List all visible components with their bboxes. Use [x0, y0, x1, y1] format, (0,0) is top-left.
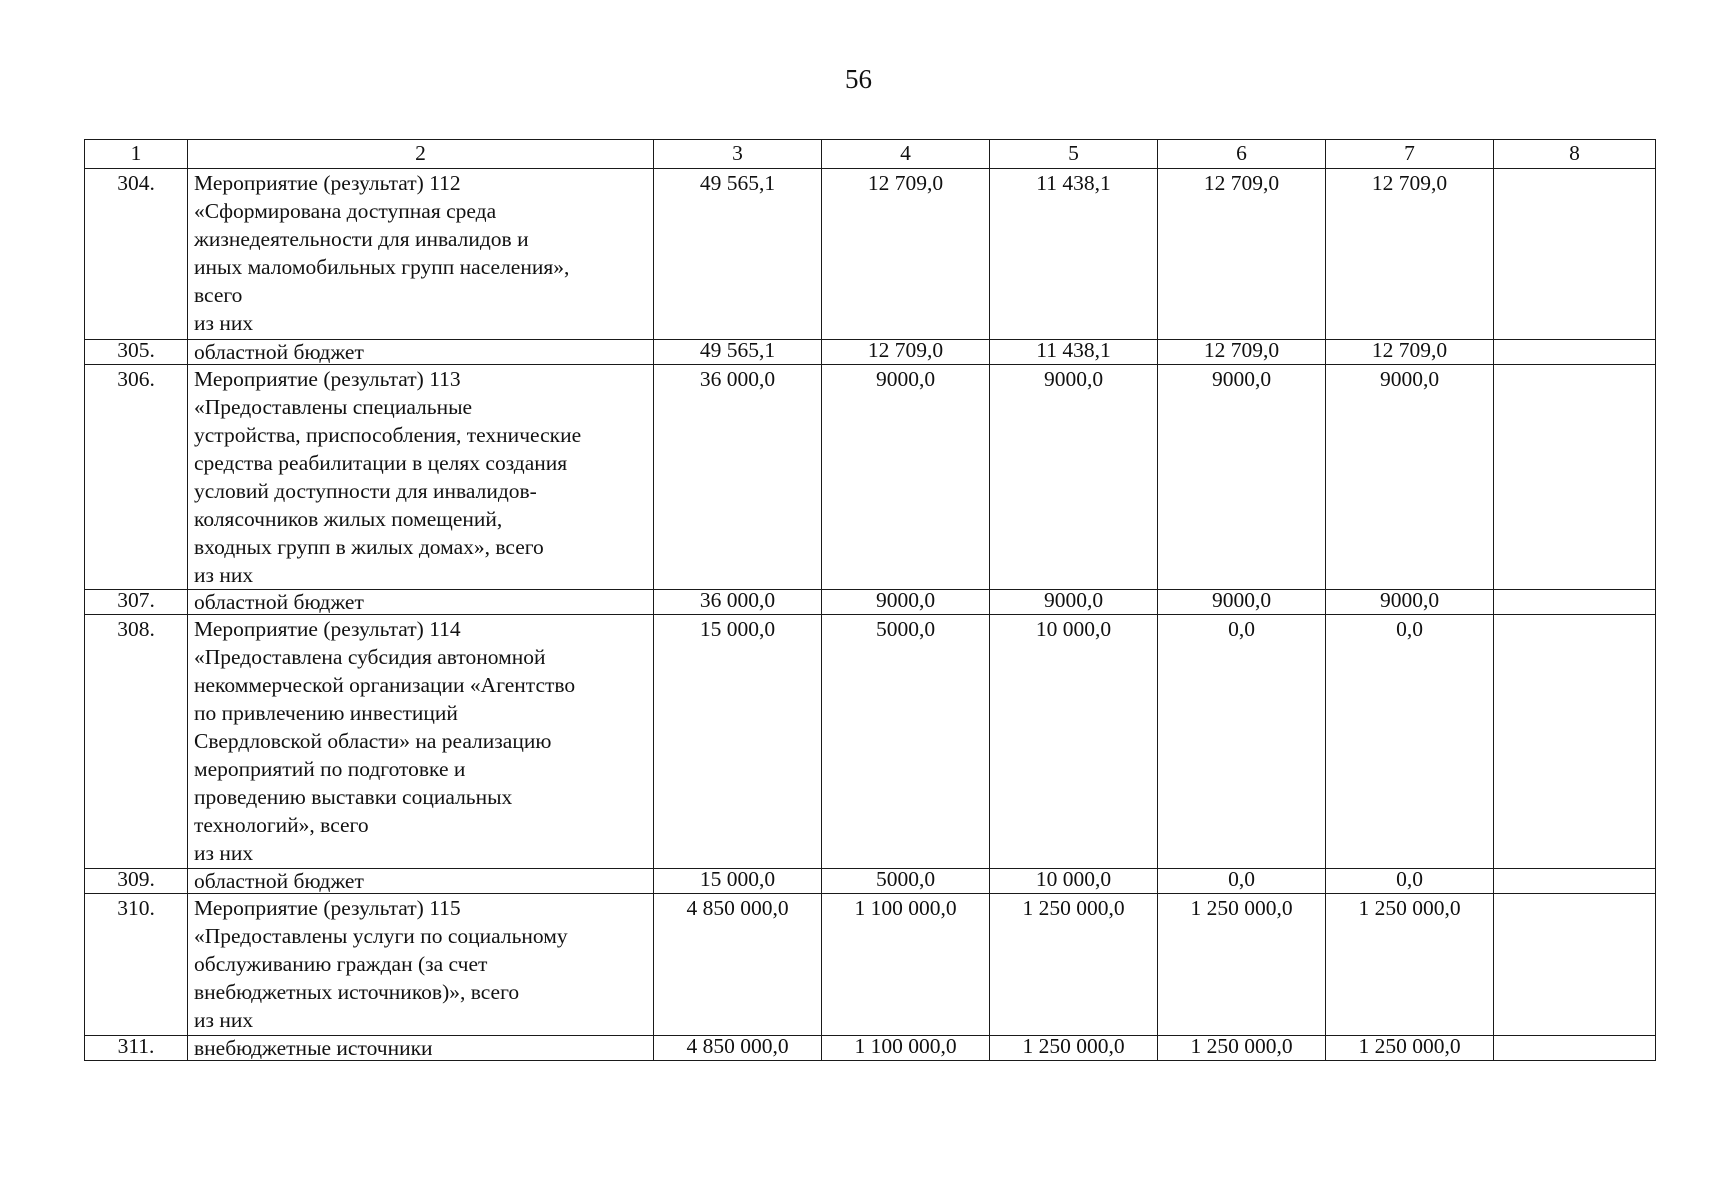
row-number: 305. — [85, 340, 188, 365]
table-row — [85, 869, 1656, 894]
row-number: 304. — [85, 169, 188, 340]
column-header: 7 — [1326, 140, 1494, 169]
row-description: Мероприятие (результат) 112 «Сформирована доступная среда жизнедеятельности для инвалидов и иных маломобильных групп населения», всего из них — [188, 169, 654, 340]
table-header-row — [85, 140, 1656, 169]
value-col6: 12 709,0 — [1158, 169, 1326, 340]
value-col4: 12 709,0 — [822, 169, 990, 340]
row-description: областной бюджет — [188, 340, 654, 365]
column-header: 4 — [822, 140, 990, 169]
value-col8 — [1494, 169, 1656, 340]
value-col8 — [1494, 894, 1656, 1036]
value-col6: 0,0 — [1158, 615, 1326, 869]
table-row — [85, 365, 1656, 590]
value-col6: 0,0 — [1158, 869, 1326, 894]
value-col5: 9000,0 — [990, 590, 1158, 615]
table-row — [85, 340, 1656, 365]
column-header: 3 — [654, 140, 822, 169]
row-description: областной бюджет — [188, 869, 654, 894]
value-col7: 0,0 — [1326, 615, 1494, 869]
row-number: 308. — [85, 615, 188, 869]
value-col5: 11 438,1 — [990, 340, 1158, 365]
column-header: 2 — [188, 140, 654, 169]
row-description: внебюджетные источники — [188, 1036, 654, 1061]
value-col4: 1 100 000,0 — [822, 1036, 990, 1061]
value-col7: 12 709,0 — [1326, 169, 1494, 340]
row-number: 306. — [85, 365, 188, 590]
value-col8 — [1494, 1036, 1656, 1061]
value-col4: 5000,0 — [822, 615, 990, 869]
table-row — [85, 615, 1656, 869]
table-row — [85, 1036, 1656, 1061]
value-col3: 49 565,1 — [654, 340, 822, 365]
table-row — [85, 894, 1656, 1036]
value-col5: 10 000,0 — [990, 869, 1158, 894]
value-col3: 15 000,0 — [654, 869, 822, 894]
value-col5: 10 000,0 — [990, 615, 1158, 869]
value-col3: 15 000,0 — [654, 615, 822, 869]
value-col8 — [1494, 365, 1656, 590]
row-description: Мероприятие (результат) 114 «Предоставлена субсидия автономной некоммерческой организации «Агентство по привлечению инвестиций Свердловской области» на реализацию мероприятий по подготовке и проведению выставки социальных технологий», всего из них — [188, 615, 654, 869]
value-col4: 9000,0 — [822, 365, 990, 590]
table-row — [85, 590, 1656, 615]
value-col7: 1 250 000,0 — [1326, 894, 1494, 1036]
value-col5: 11 438,1 — [990, 169, 1158, 340]
value-col7: 1 250 000,0 — [1326, 1036, 1494, 1061]
value-col3: 4 850 000,0 — [654, 1036, 822, 1061]
value-col6: 12 709,0 — [1158, 340, 1326, 365]
value-col4: 5000,0 — [822, 869, 990, 894]
row-number: 311. — [85, 1036, 188, 1061]
row-number: 307. — [85, 590, 188, 615]
column-header: 6 — [1158, 140, 1326, 169]
value-col3: 36 000,0 — [654, 590, 822, 615]
value-col8 — [1494, 340, 1656, 365]
value-col8 — [1494, 615, 1656, 869]
value-col6: 1 250 000,0 — [1158, 894, 1326, 1036]
value-col6: 9000,0 — [1158, 590, 1326, 615]
value-col6: 9000,0 — [1158, 365, 1326, 590]
column-header: 8 — [1494, 140, 1656, 169]
value-col3: 36 000,0 — [654, 365, 822, 590]
row-number: 310. — [85, 894, 188, 1036]
budget-table — [84, 139, 1656, 1061]
value-col6: 1 250 000,0 — [1158, 1036, 1326, 1061]
value-col7: 12 709,0 — [1326, 340, 1494, 365]
page-number: 56 — [845, 64, 872, 94]
row-description: Мероприятие (результат) 113 «Предоставлены специальные устройства, приспособления, технические средства реабилитации в целях создания условий доступности для инвалидов- колясочников жилых помещений, входных групп в жилых домах», всего из них — [188, 365, 654, 590]
value-col8 — [1494, 590, 1656, 615]
value-col7: 9000,0 — [1326, 365, 1494, 590]
column-header: 1 — [85, 140, 188, 169]
table-row — [85, 169, 1656, 340]
value-col5: 1 250 000,0 — [990, 894, 1158, 1036]
value-col4: 9000,0 — [822, 590, 990, 615]
value-col3: 4 850 000,0 — [654, 894, 822, 1036]
value-col8 — [1494, 869, 1656, 894]
value-col5: 1 250 000,0 — [990, 1036, 1158, 1061]
column-header: 5 — [990, 140, 1158, 169]
row-description: областной бюджет — [188, 590, 654, 615]
value-col5: 9000,0 — [990, 365, 1158, 590]
row-description: Мероприятие (результат) 115 «Предоставлены услуги по социальному обслуживанию граждан (за счет внебюджетных источников)», всего из них — [188, 894, 654, 1036]
value-col4: 12 709,0 — [822, 340, 990, 365]
value-col4: 1 100 000,0 — [822, 894, 990, 1036]
row-number: 309. — [85, 869, 188, 894]
value-col7: 9000,0 — [1326, 590, 1494, 615]
value-col7: 0,0 — [1326, 869, 1494, 894]
value-col3: 49 565,1 — [654, 169, 822, 340]
